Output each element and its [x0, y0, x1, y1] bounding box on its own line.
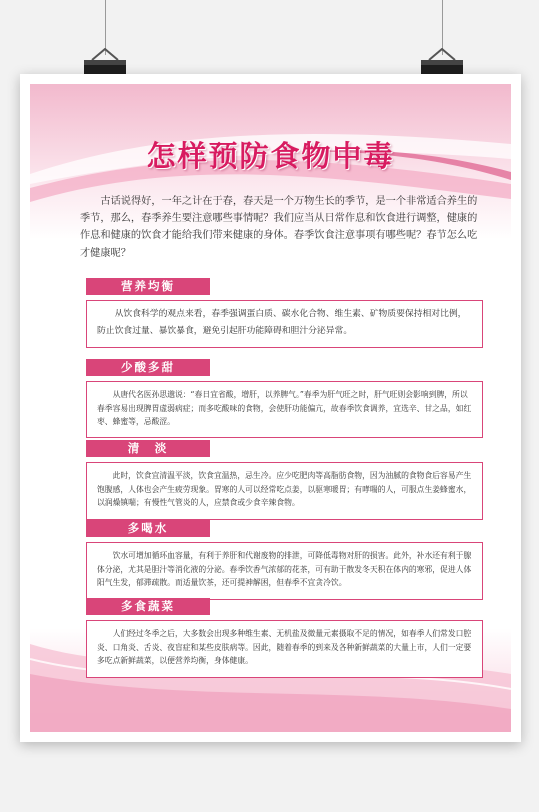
section-body-vegetables: 人们经过冬季之后，大多数会出现多种维生素、无机盐及微量元素摄取不足的情况，如春季人们常发口腔炎、口角炎、舌炎、夜盲症和某些皮肤病等。因此，随着春季的到来及各种新鲜蔬菜的大量上市，人们一定要多吃点新鲜蔬菜，以便营养均衡，身体健康。 [86, 620, 483, 678]
page-title: 怎样预防食物中毒 [146, 139, 395, 173]
section-heading-less-sour: 少酸多甜 [86, 359, 210, 376]
section-heading-vegetables: 多食蔬菜 [86, 598, 210, 615]
section-heading-drink-water: 多喝水 [86, 520, 210, 537]
section-heading-light-diet: 清 淡 [86, 440, 210, 457]
section-heading-nutrition: 营养均衡 [86, 278, 210, 295]
section-body-nutrition: 从饮食科学的观点来看，春季强调蛋白质、碳水化合物、维生素、矿物质要保持相对比例，防止饮食过量、暴饮暴食，避免引起肝功能障碍和胆汁分泌异常。 [86, 300, 483, 348]
section-body-less-sour: 从唐代名医孙思邈说：“春日宜省酸，增肝，以养脾气。”春季为肝气旺之时，肝气旺则会影响到脾，所以春季容易出现脾胃虚弱病症；而多吃酸味的食物，会使肝功能偏亢，故春季饮食调养，宜选辛、甘之品，如红枣、蜂蜜等，忌酸涩。 [86, 381, 483, 438]
hanging-string-right [442, 0, 443, 55]
intro-paragraph: 古话说得好，一年之计在于春，春天是一个万物生长的季节，是一个非常适合养生的季节，那么，春季养生要注意哪些事情呢？我们应当从日常作息和饮食进行调整，健康的作息和健康的饮食才能给我们带来健康的身体。春季饮食注意事项有哪些呢？春节怎么吃才健康呢？ [80, 196, 478, 259]
hanging-string-left [105, 0, 106, 55]
section-body-light-diet: 此时，饮食宜清温平淡，饮食宜温热，忌生冷。应少吃肥肉等高脂肪食物，因为油腻的食物食后容易产生饱腹感，人体也会产生疲劳现象。胃寒的人可以经常吃点姜，以驱寒暖胃；有哮喘的人，可服点生姜蜂蜜水，以润燥镇喘；有慢性气管炎的人，应禁食或少食辛辣食物。 [86, 462, 483, 520]
poster-board [20, 74, 521, 742]
section-body-drink-water: 饮水可增加循环血容量，有利于养肝和代谢废物的排泄，可降低毒物对肝的损害。此外，补水还有利于腺体分泌，尤其是胆汁等消化液的分泌。春季饮香气浓郁的花茶，可有助于散发冬天积在体内的寒邪，促进人体阳气生发，郁滞疏散。而适量饮茶，还可提神解困，但春季不宜贪冷饮。 [86, 542, 483, 600]
poster-inner [30, 84, 511, 732]
